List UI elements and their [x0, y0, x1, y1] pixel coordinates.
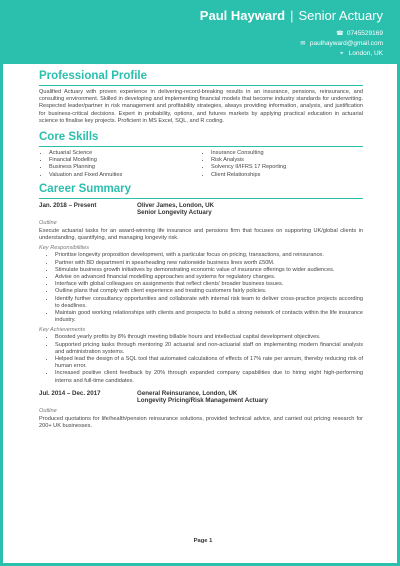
job2-role: Longevity Pricing/Risk Management Actuary: [137, 397, 268, 405]
skills-rule: [39, 146, 363, 147]
list-item: • Interface with global colleagues on assignments that reflect clients' broader business issues.: [55, 281, 363, 288]
job2-dates: Jul. 2014 – Dec. 2017: [39, 389, 101, 397]
name-separator: |: [290, 8, 294, 23]
contact-phone: [336, 30, 383, 37]
list-item: • Helped lead the design of a SQL tool that automated calculations of effects of 17% rate per annum, thereby reducing risk of human error.: [55, 356, 363, 370]
email-text: paulhayward@gmail.com: [309, 40, 383, 47]
skill-item: • Actuarial Science: [49, 150, 201, 157]
career-heading: Career Summary: [39, 182, 132, 195]
job1-role: Senior Longevity Actuary: [137, 209, 212, 217]
list-item: • Stimulate business growth initiatives by demonstrating economic value of insurance offerings to wider audiences.: [55, 267, 363, 274]
skills-list: [39, 150, 363, 179]
career-rule: [39, 198, 363, 199]
list-item: • Advise on advanced financial modelling approaches and systems for regulatory changes.: [55, 274, 363, 281]
job2-header: [39, 390, 363, 405]
candidate-name: Paul Hayward: [199, 8, 286, 23]
list-item: • Maintain good working relationships with clients and prospects to build a strong network of contacts within the life insurance industry.: [55, 310, 363, 324]
skill-item: • Client Relationships: [211, 172, 363, 179]
skill-item: • Insurance Consulting: [211, 150, 363, 157]
job1-outline: Execute actuarial tasks for an award-winning life insurance and pensions firm that focuses on supporting UK/global clients in understanding, quantifying, and managing longevity risk.: [39, 228, 363, 242]
job2-org: General Reinsurance, London, UK: [137, 389, 238, 397]
resume-content: [39, 70, 363, 430]
job-title-header: Senior Actuary: [298, 8, 383, 23]
skill-item: • Risk Analysis: [211, 157, 363, 164]
phone-text: 0745529169: [346, 30, 383, 37]
profile-rule: [39, 85, 363, 86]
list-item: • Identify further consultancy opportunities and collaborate with internal risk team to deliver cross-practice projects according to deadlines.: [55, 296, 363, 310]
job2-outline-label: Outline: [39, 408, 57, 415]
list-item: • Partner with BD department in spearheading new nationwide business lines worth £50M.: [55, 260, 363, 267]
phone-icon: ☎: [336, 31, 344, 37]
header-banner: [3, 0, 400, 64]
job1-responsibilities: [39, 252, 363, 324]
job1-ach-label: Key Achievements: [39, 327, 86, 334]
page-number: Page 1: [193, 538, 213, 544]
contact-email: [299, 40, 383, 47]
job1-achievements: [39, 334, 363, 384]
job1-header: [39, 202, 363, 217]
skill-item: • Valuation and Fixed Annuities: [49, 172, 201, 179]
name-line: [200, 8, 383, 23]
list-item: • Outline plans that comply with client experience and treating customers fairly policies.: [55, 288, 363, 295]
list-item: • Supported pricing tasks through mentoring 20 actuarial and non-actuarial staff on implementing modern financial analysis and administration systems.: [55, 342, 363, 356]
job1-outline-label: Outline: [39, 220, 57, 227]
skills-right: [201, 150, 363, 179]
profile-heading: Professional Profile: [39, 70, 148, 82]
skill-item: • Financial Modelling: [49, 157, 201, 164]
job2-title-block: [137, 390, 268, 405]
skill-item: • Business Planning: [49, 164, 201, 171]
location-icon: ⌖: [339, 51, 344, 57]
job1-resp-label: Key Responsibilities: [39, 245, 90, 252]
skill-item: • Solvency II/IFRS 17 Reporting: [211, 164, 363, 171]
job2-outline: Produced quotations for life/health/pension reinsurance solutions, provided technical advice, and carried out pricing research for 200+ UK businesses.: [39, 416, 363, 430]
list-item: • Increased positive client feedback by 20% through expanded company capabilities due to hiring eight high-performing interns and full-time candidates.: [55, 370, 363, 384]
profile-text: Qualified Actuary with proven experience in delivering-record-breaking results in an insurance, pensions, reinsurance, and consulting environment. Skilled in developing and implementing financial models that become industry standards for underwriting. Respected leader/partner in risk management and profitability strategies, always providing information, analysis, and justification for business-critical decisions. Expert in probability, options, and futures markets by applying practical education in actuarial science to finalise key projects. Proficient in MS Excel, SQL, and R coding.: [39, 89, 363, 124]
skills-left: [39, 150, 201, 179]
list-item: • Prioritise longevity proposition development, with a particular focus on pricing, transactions, and reinsurance.: [55, 252, 363, 259]
contact-location: [338, 50, 383, 58]
job1-dates: Jan. 2018 – Present: [39, 201, 97, 209]
location-text: London, UK: [348, 50, 383, 57]
email-icon: ✉: [300, 41, 306, 47]
job1-title-block: [137, 202, 214, 217]
skills-heading: Core Skills: [39, 131, 99, 144]
list-item: • Boosted yearly profits by 8% through meeting billable hours and intellectual capital development objectives.: [55, 334, 363, 341]
job1-org: Oliver James, London, UK: [137, 201, 215, 209]
